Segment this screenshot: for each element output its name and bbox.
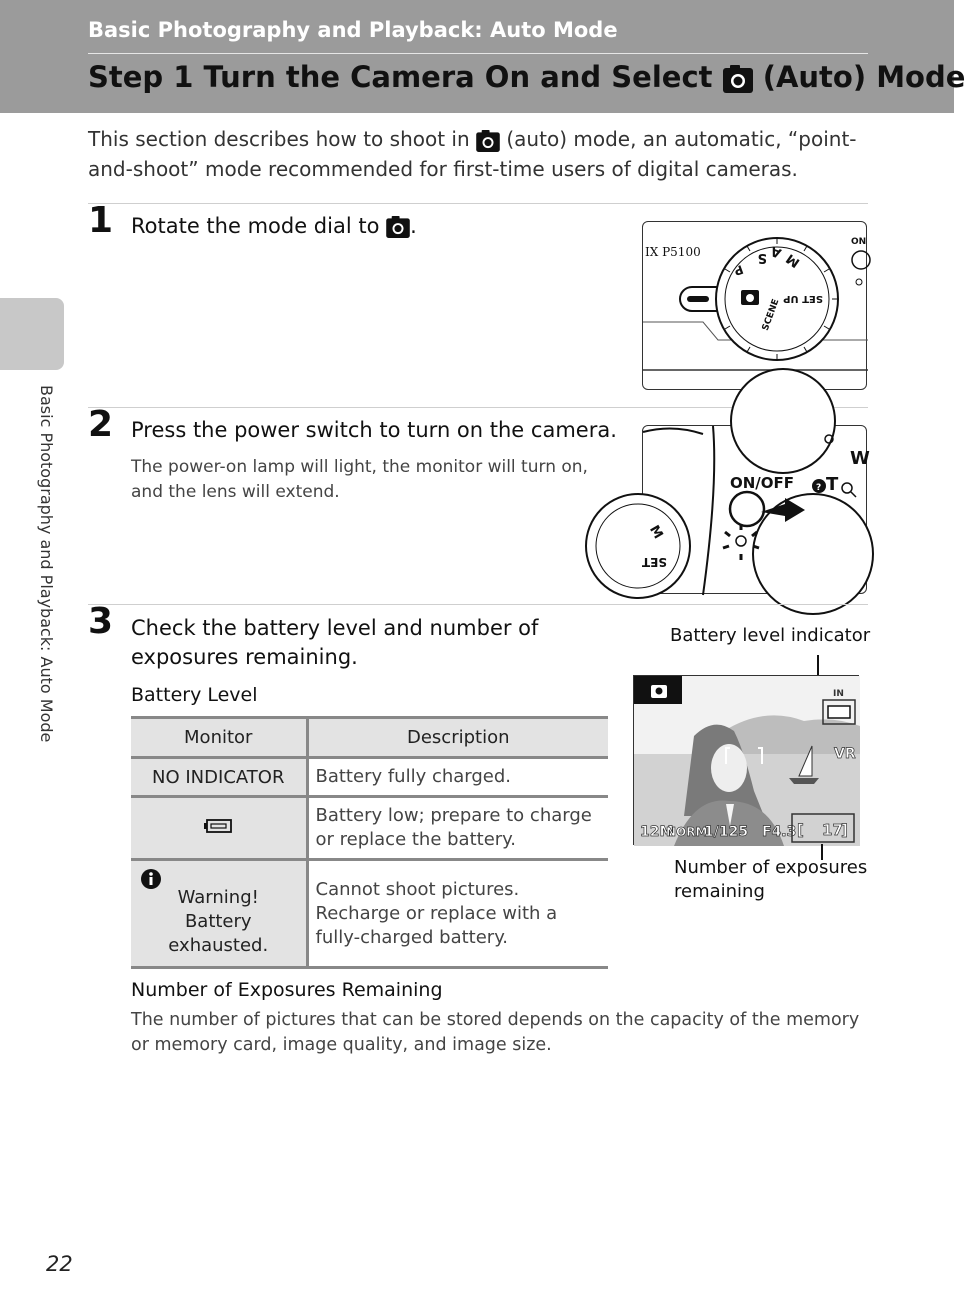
svg-text:[: [ [797, 821, 804, 839]
exposures-body: The number of pictures that can be stored depends on the capacity of the memory or memory card, image quality, and image size. [131, 1010, 860, 1055]
page-title-text-start: Step 1 Turn the Camera On and Select [88, 60, 713, 94]
svg-text:ON/OFF: ON/OFF [730, 474, 795, 492]
description-cell: Cannot shoot pictures. Recharge or replace with a fully-charged battery. [307, 860, 608, 968]
svg-text:NORM: NORM [666, 825, 708, 839]
svg-text:T: T [826, 474, 839, 495]
page-number: 22 [46, 1252, 73, 1276]
svg-text:ON: ON [851, 237, 867, 247]
svg-text:F4.3: F4.3 [762, 824, 797, 840]
step-heading: Check the battery level and number of exposures remaining. [131, 616, 539, 669]
svg-text:M: M [646, 523, 666, 542]
svg-text:IX P5100: IX P5100 [645, 245, 701, 259]
warning-text: Warning! Battery exhausted. [168, 886, 269, 956]
battery-low-icon [204, 818, 232, 834]
table-row [131, 860, 608, 968]
column-header: Description [307, 718, 608, 758]
battery-level-table [131, 716, 608, 969]
svg-text:1/125: 1/125 [704, 824, 749, 840]
step-body: The power-on lamp will light, the monitor will turn on, and the lens will extend. [131, 457, 588, 502]
auto-mode-camera-icon [723, 65, 753, 93]
page-header [0, 0, 965, 113]
table-row [131, 758, 608, 797]
page-title-text-end: (Auto) Mode [762, 60, 965, 94]
svg-text:IN: IN [833, 689, 844, 699]
monitor-cell [131, 797, 307, 860]
svg-text:SET: SET [641, 555, 667, 569]
description-cell: Battery low; prepare to charge or replace the battery. [307, 797, 608, 860]
side-tab-label: Basic Photography and Playback: Auto Mode [37, 385, 56, 743]
monitor-cell [131, 860, 307, 968]
battery-level-subtitle: Battery Level [131, 684, 258, 706]
svg-text:VR: VR [834, 746, 856, 762]
power-switch-illustration [641, 425, 870, 594]
section-title: Basic Photography and Playback: Auto Mode [88, 18, 618, 42]
exposures-remaining-label: Number of exposures remaining [674, 857, 868, 902]
exposures-subtitle: Number of Exposures Remaining [131, 979, 443, 1001]
description-cell: Battery fully charged. [307, 758, 608, 797]
intro-paragraph [88, 124, 878, 184]
auto-mode-camera-icon [386, 216, 410, 238]
step-number: 2 [88, 404, 114, 445]
svg-text:?: ? [816, 483, 822, 493]
intro-text-end: (auto) mode, an automatic, “point-and-shoot” mode recommended for first-time users of digital cameras. [88, 127, 857, 181]
step-heading: Press the power switch to turn on the camera. [131, 418, 617, 442]
chapter-tab [0, 298, 64, 370]
header-divider [88, 53, 868, 54]
warning-icon [141, 869, 161, 889]
intro-text-start: This section describes how to shoot in [88, 127, 470, 151]
svg-text:12M: 12M [640, 824, 674, 840]
svg-text:W: W [850, 448, 870, 469]
svg-text:SET UP: SET UP [783, 293, 823, 304]
camera-monitor-screen [633, 675, 859, 845]
monitor-cell: NO INDICATOR [131, 758, 307, 797]
step-heading-period: . [410, 214, 417, 238]
svg-text:M: M [783, 250, 803, 271]
page-title [88, 60, 965, 94]
svg-text:17: 17 [822, 821, 843, 839]
svg-text:SCENE: SCENE [760, 297, 782, 333]
svg-text:P: P [732, 262, 746, 279]
column-header: Monitor [131, 718, 307, 758]
svg-text:A: A [768, 242, 784, 261]
table-header-row [131, 718, 608, 758]
step-heading [131, 212, 417, 241]
svg-text:]: ] [841, 821, 848, 839]
table-row [131, 797, 608, 860]
svg-text:S: S [757, 250, 767, 265]
divider [88, 203, 868, 204]
battery-indicator-label: Battery level indicator [670, 625, 871, 646]
step-number: 3 [88, 601, 114, 642]
divider [88, 604, 868, 605]
step-heading-text: Rotate the mode dial to [131, 214, 380, 238]
auto-mode-camera-icon [476, 130, 500, 152]
step-number: 1 [88, 200, 114, 241]
mode-dial-illustration [642, 221, 867, 390]
